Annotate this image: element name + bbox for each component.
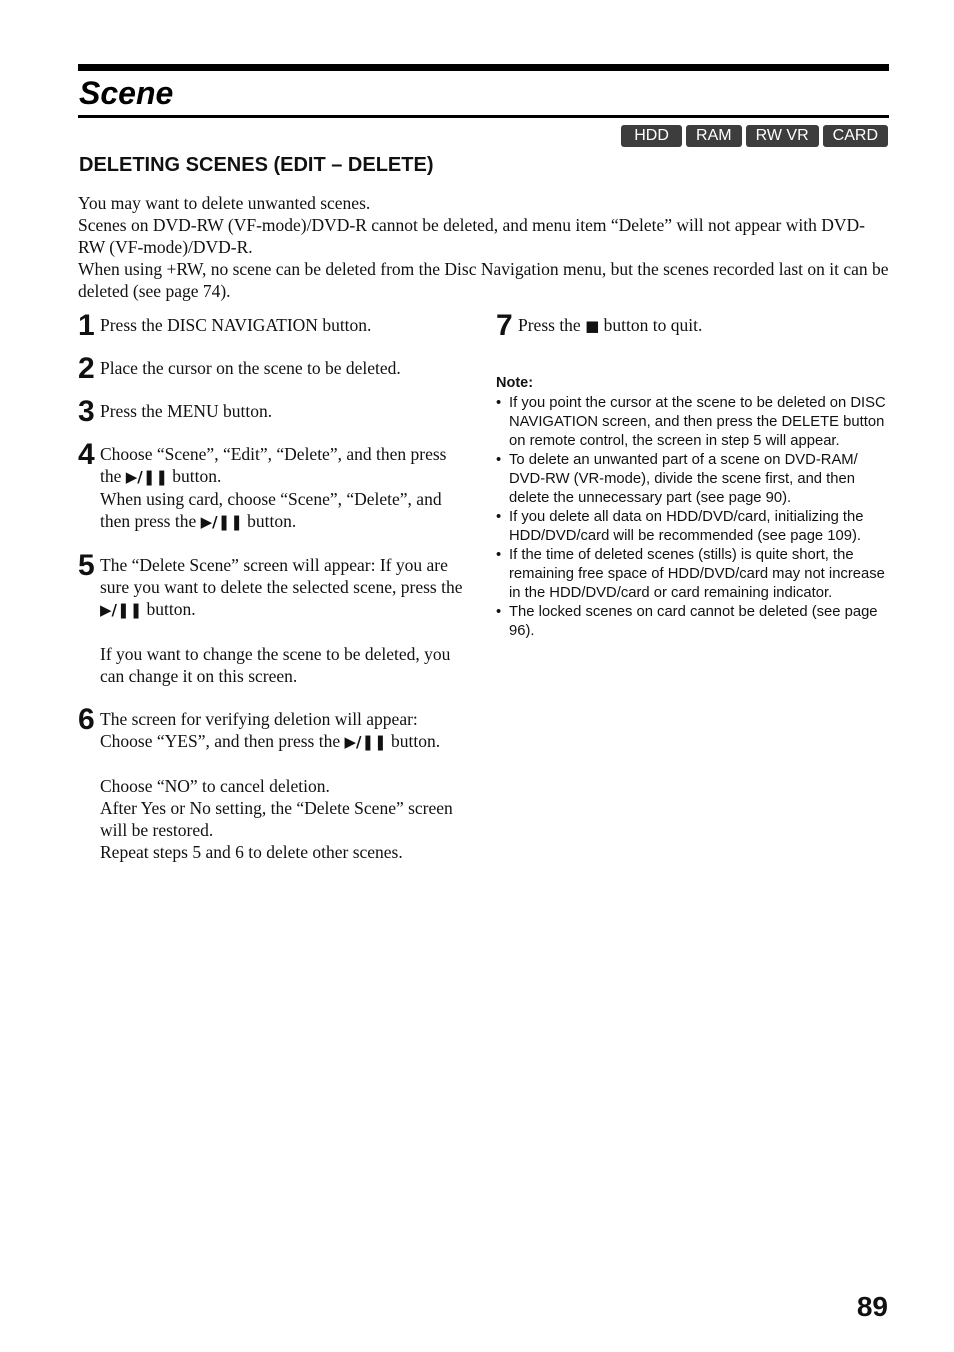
step-text (100, 443, 470, 488)
step-text: Place the cursor on the scene to be deleted. (100, 358, 401, 378)
note-text: The locked scenes on card cannot be deleted (see page 96). (509, 604, 878, 639)
play-pause-icon: ▶/❚❚ (200, 513, 243, 531)
intro-paragraph: When using +RW, no scene can be deleted from the Disc Navigation menu, but the scenes recorded last on it can be deleted (see page 74). (78, 259, 889, 301)
note-text: If you point the cursor at the scene to be deleted on DISC NAVIGATION screen, and then press the DELETE button on remote control, the screen in step 5 will appear. (509, 395, 886, 449)
step-text (100, 708, 470, 753)
step-text: Press the MENU button. (100, 401, 273, 421)
badge-hdd: HDD (621, 125, 682, 147)
step-number: 4 (78, 438, 95, 471)
steps-left-column (78, 309, 470, 884)
step-7 (496, 309, 890, 342)
step-number: 2 (78, 352, 95, 385)
section-title: DELETING SCENES (EDIT – DELETE) (79, 154, 434, 176)
spacer (100, 621, 470, 643)
play-pause-icon: ▶/❚❚ (344, 733, 387, 751)
step-text: Repeat steps 5 and 6 to delete other scenes. (100, 842, 403, 862)
title-rule (78, 115, 889, 118)
note-text: To delete an unwanted part of a scene on DVD-RAM/ DVD-RW (VR-mode), divide the scene first, and then delete the unnecessary part (see page 90). (509, 452, 858, 506)
step-text (100, 554, 470, 621)
step-text-part: button. (142, 599, 196, 619)
step-text-part: The screen for verifying deletion will appear: Choose “YES”, and then press the (100, 709, 418, 751)
intro-paragraph: You may want to delete unwanted scenes. (78, 193, 371, 213)
step-text-part: The “Delete Scene” screen will appear: If you are sure you want to delete the selected scene, press the (100, 555, 463, 597)
note-list (496, 394, 890, 641)
step-text-part: button. (167, 466, 222, 486)
bullet-icon: • (496, 452, 502, 468)
step-text-part: button. (242, 511, 297, 531)
step-number: 3 (78, 395, 95, 428)
spacer (100, 753, 470, 775)
steps-right-column (496, 309, 890, 641)
badge-rw-vr: RW VR (746, 125, 819, 147)
list-item (496, 546, 890, 603)
list-item (496, 451, 890, 508)
page-number: 89 (856, 1291, 888, 1322)
bullet-icon: • (496, 547, 502, 563)
note-text: If the time of deleted scenes (stills) is quite short, the remaining free space of HDD/DVD/card may not increase in the HDD/DVD/card or card remaining indicator. (509, 547, 885, 601)
step-number: 7 (496, 309, 513, 342)
media-badges (621, 125, 888, 147)
step-text (100, 488, 470, 533)
step-text-part: button. (386, 731, 441, 751)
step-1 (78, 309, 470, 342)
step-2 (78, 352, 470, 385)
bullet-icon: • (496, 395, 502, 411)
step-text: If you want to change the scene to be deleted, you can change it on this screen. (100, 644, 451, 686)
intro-text (78, 192, 890, 302)
step-text (518, 314, 890, 337)
step-text: Press the DISC NAVIGATION button. (100, 315, 372, 335)
step-text: Choose “NO” to cancel deletion. (100, 776, 330, 796)
stop-icon: ■ (585, 317, 600, 335)
list-item (496, 603, 890, 641)
badge-card: CARD (823, 125, 888, 147)
bullet-icon: • (496, 509, 502, 525)
intro-paragraph: Scenes on DVD-RW (VF-mode)/DVD-R cannot be deleted, and menu item “Delete” will not appear with DVD-RW (VF-mode)/DVD-R. (78, 215, 865, 257)
badge-ram: RAM (686, 125, 742, 147)
play-pause-icon: ▶/❚❚ (125, 468, 168, 486)
note-text: If you delete all data on HDD/DVD/card, initializing the HDD/DVD/card will be recommended (see page 109). (509, 509, 864, 544)
step-3 (78, 395, 470, 428)
step-text-part: Press the (518, 315, 586, 335)
play-pause-icon: ▶/❚❚ (100, 601, 143, 619)
step-6 (78, 703, 470, 863)
step-number: 6 (78, 703, 95, 736)
page-title: Scene (79, 75, 174, 111)
step-text-part: Choose “Scene”, “Edit”, “Delete”, and then press the (100, 444, 447, 486)
step-number: 1 (78, 309, 95, 342)
top-rule (78, 64, 889, 71)
list-item (496, 394, 890, 451)
step-5 (78, 549, 470, 687)
step-number: 5 (78, 549, 95, 582)
note-label: Note: (496, 375, 534, 391)
list-item (496, 508, 890, 546)
step-text-part: button to quit. (599, 315, 703, 335)
step-text-part: When using card, choose “Scene”, “Delete”, and then press the (100, 489, 442, 531)
bullet-icon: • (496, 604, 502, 620)
step-4 (78, 438, 470, 533)
step-text: After Yes or No setting, the “Delete Scene” screen will be restored. (100, 798, 453, 840)
